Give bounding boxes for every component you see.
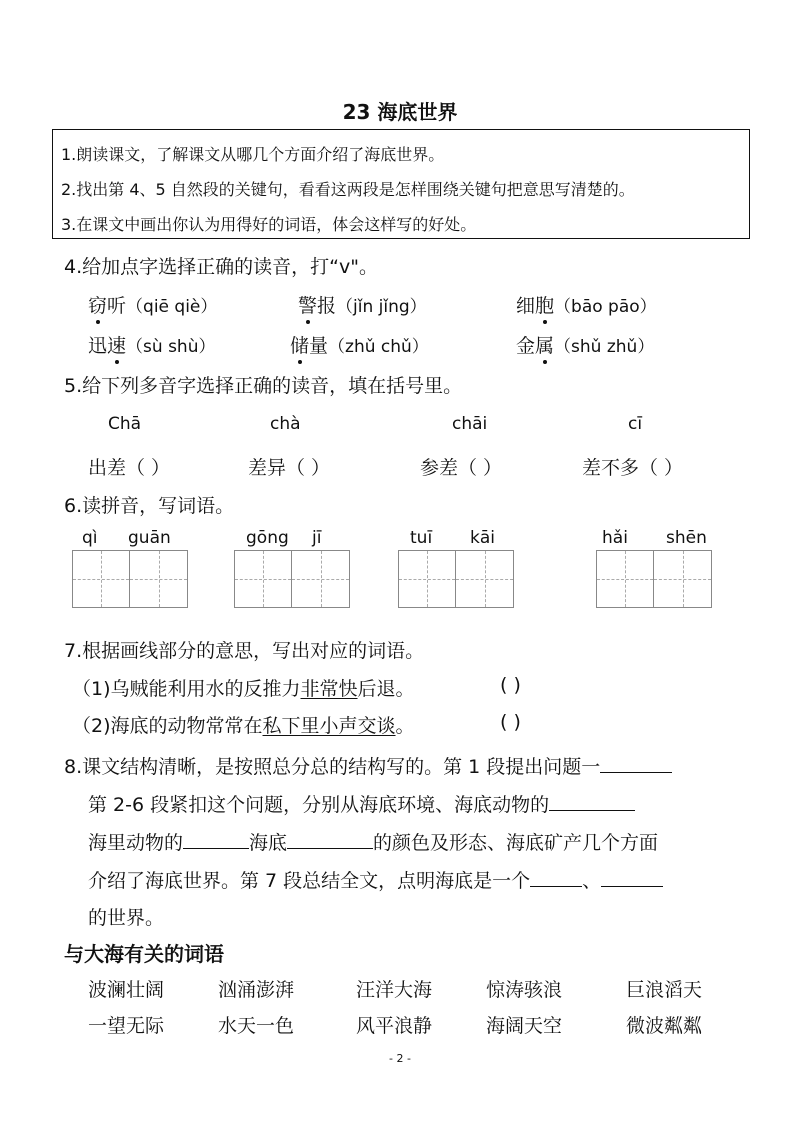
- underlined-phrase: 私下里小声交谈: [262, 715, 396, 737]
- vocab-word: 风平浪静: [356, 1015, 433, 1037]
- q4-item: 迅速（sù shù）: [88, 331, 215, 358]
- vocab-heading: 与大海有关的词语: [64, 942, 224, 966]
- q4-item: 窃听（qiē qiè）: [88, 291, 217, 318]
- q8-line-5: 的世界。: [88, 907, 165, 929]
- q8-line-4: 介绍了海底世界。第 7 段总结全文，点明海底是一个 、: [88, 866, 663, 893]
- vocab-word: 巨浪滔天: [626, 979, 703, 1001]
- q8-line-1: 8.课文结构清晰，是按照总分总的结构写的。第 1 段提出问题一: [64, 752, 672, 779]
- q5-word: 参差（ ）: [420, 457, 503, 479]
- writing-grid[interactable]: [596, 550, 712, 608]
- q7-item: （2)海底的动物常常在私下里小声交谈。: [72, 715, 415, 737]
- page-number: - 2 -: [389, 1052, 411, 1065]
- answer-paren[interactable]: ( ): [500, 711, 521, 733]
- q7-heading: 7.根据画线部分的意思，写出对应的词语。: [64, 640, 425, 662]
- writing-grid[interactable]: [398, 550, 514, 608]
- page-title: 23 海底世界: [342, 100, 458, 124]
- vocab-word: 汹涌澎湃: [218, 979, 295, 1001]
- objective-1: 1.朗读课文，了解课文从哪几个方面介绍了海底世界。: [61, 145, 445, 164]
- fill-blank[interactable]: [183, 830, 249, 849]
- q6-pinyin: shēn: [666, 528, 707, 548]
- q8-line-2: 第 2-6 段紧扣这个问题，分别从海底环境、海底动物的: [88, 790, 635, 817]
- q4-heading: 4.给加点字选择正确的读音，打“v"。: [64, 256, 378, 278]
- fill-blank[interactable]: [530, 868, 582, 887]
- underlined-phrase: 非常快: [300, 678, 358, 700]
- q5-heading: 5.给下列多音字选择正确的读音，填在括号里。: [64, 375, 463, 397]
- fill-blank[interactable]: [287, 830, 373, 849]
- q4-item: 警报（jǐn jǐng）: [298, 291, 427, 318]
- q4-item: 储量（zhǔ chǔ）: [290, 331, 429, 358]
- q6-pinyin: tuī: [410, 528, 433, 548]
- q6-pinyin: gōng: [246, 528, 289, 548]
- q5-reading: chà: [270, 414, 301, 434]
- q6-pinyin: qì: [82, 528, 98, 548]
- vocab-word: 波澜壮阔: [88, 979, 165, 1001]
- q6-pinyin: guān: [128, 528, 171, 548]
- fill-blank[interactable]: [600, 754, 672, 773]
- q6-pinyin: kāi: [470, 528, 495, 548]
- q8-line-3: 海里动物的 海底 的颜色及形态、海底矿产几个方面: [88, 832, 659, 854]
- fill-blank[interactable]: [601, 868, 663, 887]
- vocab-word: 惊涛骇浪: [486, 979, 563, 1001]
- q5-word: 出差（ ）: [88, 457, 171, 479]
- vocab-word: 海阔天空: [486, 1015, 563, 1037]
- q5-reading: cī: [628, 414, 643, 434]
- objective-3: 3.在课文中画出你认为用得好的词语，体会这样写的好处。: [61, 215, 477, 234]
- vocab-word: 微波粼粼: [626, 1015, 703, 1037]
- writing-grid[interactable]: [234, 550, 350, 608]
- fill-blank[interactable]: [549, 792, 635, 811]
- answer-paren[interactable]: ( ): [500, 674, 521, 696]
- vocab-word: 汪洋大海: [356, 979, 433, 1001]
- q4-item: 金属（shǔ zhǔ）: [516, 331, 654, 358]
- q5-reading: Chā: [108, 414, 142, 434]
- vocab-word: 水天一色: [218, 1015, 295, 1037]
- q6-heading: 6.读拼音，写词语。: [64, 495, 235, 517]
- q7-item: （1)乌贼能利用水的反推力非常快后退。: [72, 678, 415, 700]
- q5-word: 差异（ ）: [248, 457, 331, 479]
- vocab-word: 一望无际: [88, 1015, 165, 1037]
- objective-2: 2.找出第 4、5 自然段的关键句，看看这两段是怎样围绕关键句把意思写清楚的。: [61, 180, 635, 199]
- learning-objectives-box: [52, 129, 750, 239]
- q5-word: 差不多（ ）: [582, 457, 684, 479]
- writing-grid[interactable]: [72, 550, 188, 608]
- q6-pinyin: jī: [312, 528, 322, 548]
- q4-item: 细胞（bāo pāo）: [516, 291, 657, 318]
- q5-reading: chāi: [452, 414, 488, 434]
- q6-pinyin: hǎi: [602, 528, 628, 548]
